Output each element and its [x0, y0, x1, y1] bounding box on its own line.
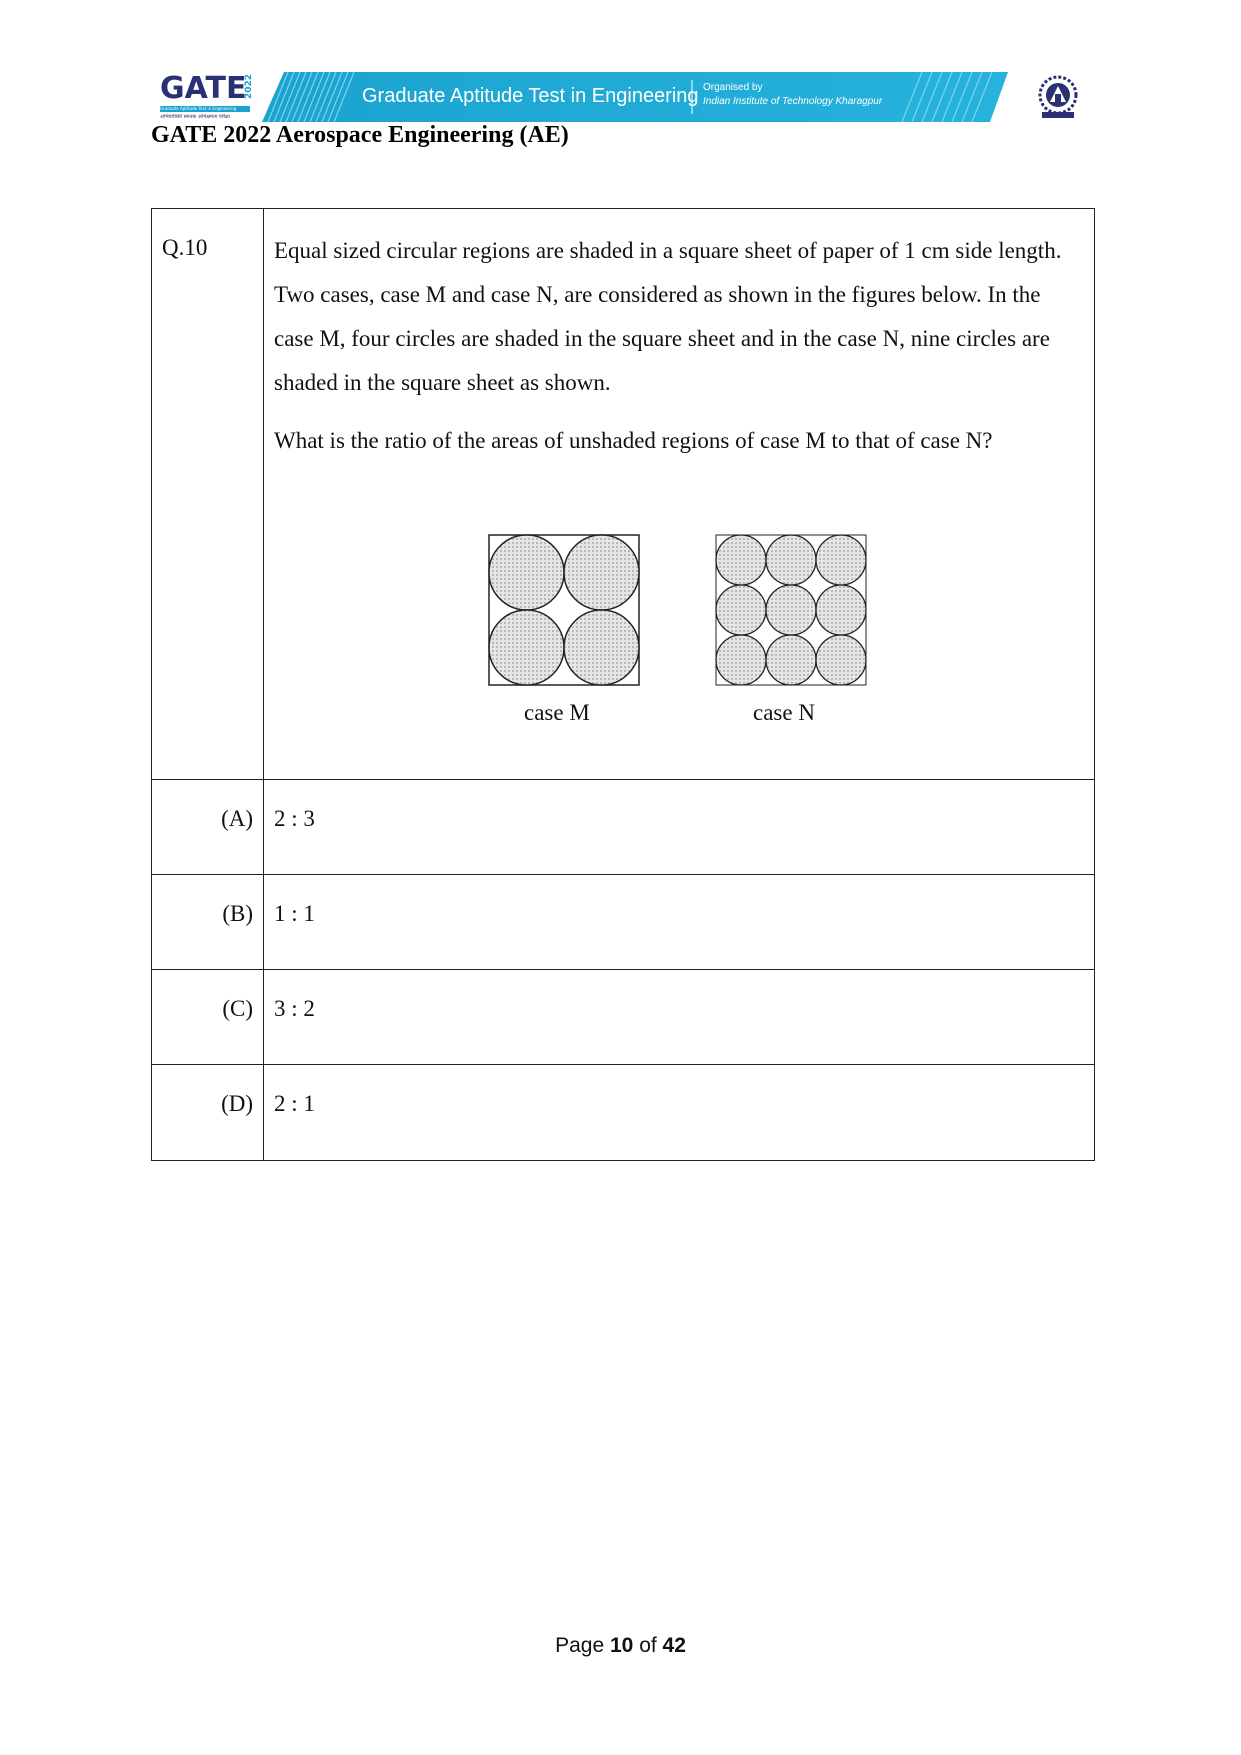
case-m-circle — [489, 535, 564, 610]
banner-title: Graduate Aptitude Test in Engineering — [362, 85, 699, 107]
case-n-circle — [766, 635, 816, 685]
case-m-circle — [564, 610, 639, 685]
case-n-circle — [816, 585, 866, 635]
option-label: (D) — [152, 1065, 264, 1160]
option-label: (B) — [152, 875, 264, 969]
case-n-label: case N — [753, 700, 815, 725]
option-row-c[interactable] — [152, 970, 1094, 1065]
iit-kharagpur-emblem-icon — [1036, 74, 1080, 120]
organised-by-label: Organised by — [703, 82, 763, 93]
case-n-figure — [715, 534, 867, 686]
case-m-figure — [488, 534, 640, 686]
gate-logo — [160, 72, 256, 124]
case-n-circle — [716, 535, 766, 585]
logo-text: GATE — [160, 71, 247, 106]
question-prompt: What is the ratio of the areas of unshaded regions of case M to that of case N? — [274, 428, 993, 453]
option-value: 3 : 2 — [274, 996, 315, 1021]
logo-hindi-text: अभियांत्रिकी स्नातक अभिक्षमता परीक्षा — [160, 114, 230, 120]
page-footer — [0, 1634, 1241, 1658]
question-number: Q.10 — [152, 209, 264, 779]
logo-year: 2022 — [244, 74, 254, 100]
case-m-circle — [564, 535, 639, 610]
logo-tagline: Graduate Aptitude Test in Engineering — [160, 106, 250, 112]
header-banner — [262, 72, 1008, 122]
case-n-circle — [716, 635, 766, 685]
of-word: of — [639, 1634, 657, 1657]
document-title: GATE 2022 Aerospace Engineering (AE) — [151, 122, 569, 148]
case-m-circle — [489, 610, 564, 685]
question-text: Equal sized circular regions are shaded in a square sheet of paper of 1 cm side length. Two cases, case M and case N, are considered as shown in the figures below. In the case M, four circles are shaded in the square sheet and in the case N, nine circles are shaded in the square sheet as shown. — [274, 238, 1062, 395]
page-word: Page — [555, 1634, 605, 1657]
case-n-circle — [816, 535, 866, 585]
option-value: 2 : 3 — [274, 806, 315, 831]
organiser-name: Indian Institute of Technology Kharagpur — [703, 96, 883, 107]
case-m-label: case M — [524, 700, 590, 725]
option-row-d[interactable] — [152, 1065, 1094, 1160]
option-label: (A) — [152, 780, 264, 874]
question-body — [264, 209, 1094, 779]
current-page-number: 10 — [609, 1634, 634, 1657]
option-value: 1 : 1 — [274, 901, 315, 926]
case-n-circle — [766, 585, 816, 635]
question-table — [151, 208, 1095, 1161]
case-n-circle — [816, 635, 866, 685]
question-row — [152, 209, 1094, 780]
option-row-a[interactable] — [152, 780, 1094, 875]
total-pages: 42 — [662, 1634, 686, 1657]
option-row-b[interactable] — [152, 875, 1094, 970]
case-n-circle — [716, 585, 766, 635]
question-figures — [274, 457, 1078, 725]
option-label: (C) — [152, 970, 264, 1064]
option-value: 2 : 1 — [274, 1091, 315, 1116]
case-n-circle — [766, 535, 816, 585]
